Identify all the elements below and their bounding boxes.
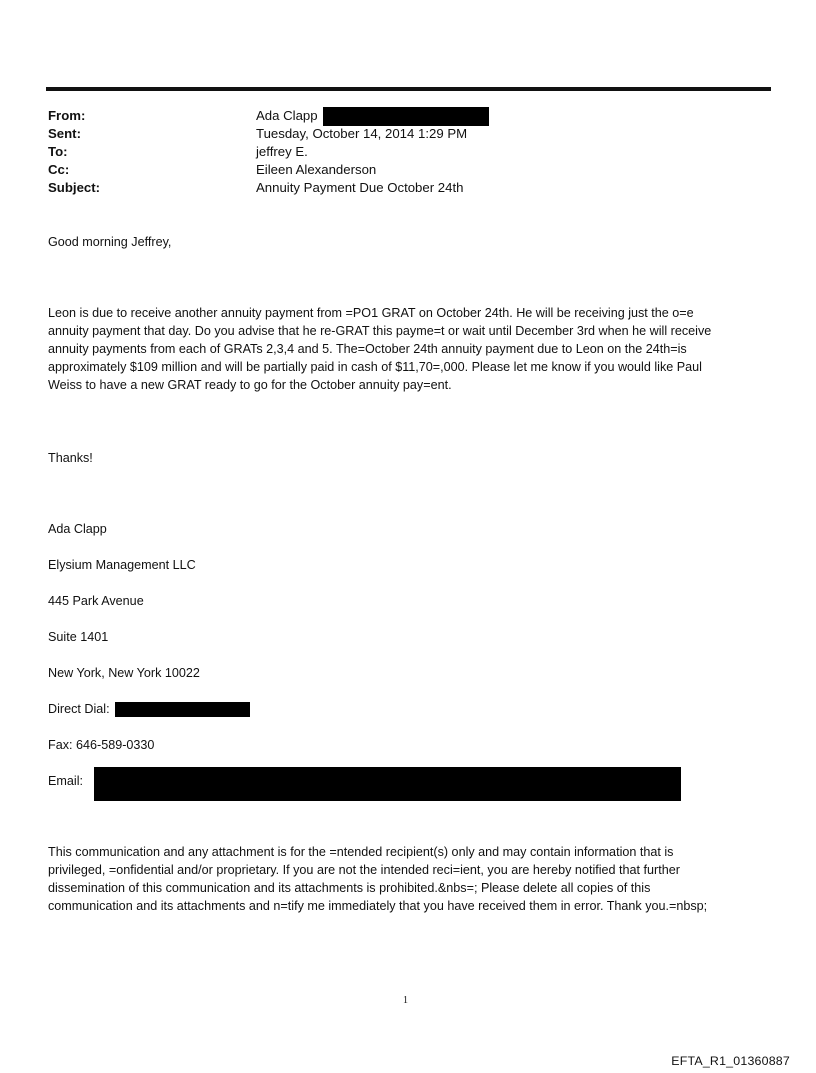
from-value: Ada Clapp [256, 108, 318, 123]
to-label: To: [48, 144, 68, 159]
to-row [48, 143, 748, 161]
thanks [48, 449, 788, 467]
from-value-wrap [256, 107, 489, 126]
signature-name: Ada Clapp [48, 522, 107, 536]
signature-address1: 445 Park Avenue [48, 594, 144, 608]
disclaimer-line: dissemination of this communication and its attachments is prohibited.&nbs=; Please delete all copies of this [48, 881, 651, 895]
email-label: Email: [48, 774, 83, 788]
greeting [48, 233, 788, 251]
sent-row [48, 125, 748, 143]
signature-direct-dial [48, 700, 250, 718]
page-number: 1 [403, 995, 408, 1006]
disclaimer-line: communication and its attachments and n=tify me immediately that you have received them in error. Thank you.=nbsp; [48, 899, 708, 913]
header-rule [46, 87, 771, 91]
signature-email [48, 772, 83, 790]
disclaimer [48, 843, 788, 915]
body-line: annuity payment that day. Do you advise that he re-GRAT this payme=t or wait until December 3rd when he will receive [48, 324, 712, 338]
body-line: annuity payments from each of GRATs 2,3,4 and 5. The=October 24th annuity payment due to Leon on the 24th=is [48, 342, 687, 356]
sent-label: Sent: [48, 126, 81, 141]
redaction-block [94, 767, 681, 801]
signature-address2: Suite 1401 [48, 630, 109, 644]
body-line: Leon is due to receive another annuity payment from =PO1 GRAT on October 24th. He will be receiving just the o=e [48, 306, 694, 320]
sent-value: Tuesday, October 14, 2014 1:29 PM [256, 126, 468, 141]
subject-label: Subject: [48, 180, 101, 195]
from-label: From: [48, 108, 86, 123]
body-line: Weiss to have a new GRAT ready to go for the October annuity pay=ent. [48, 378, 452, 392]
disclaimer-line: privileged, =onfidential and/or proprietary. If you are not the intended reci=ient, you are hereby notified that further [48, 863, 680, 877]
signature-city: New York, New York 10022 [48, 666, 200, 680]
redaction-block [115, 702, 250, 717]
body-line: approximately $109 million and will be partially paid in cash of $11,70=,000. Please let me know if you would like Paul [48, 360, 702, 374]
cc-value: Eileen Alexanderson [256, 162, 377, 177]
greeting-text: Good morning Jeffrey, [48, 235, 172, 249]
body-paragraph [48, 304, 788, 394]
subject-row [48, 179, 748, 197]
bates-number: EFTA_R1_01360887 [671, 1054, 790, 1068]
cc-row [48, 161, 748, 179]
signature-company: Elysium Management LLC [48, 558, 196, 572]
subject-value: Annuity Payment Due October 24th [256, 180, 464, 195]
thanks-text: Thanks! [48, 451, 93, 465]
to-value: jeffrey E. [256, 144, 308, 159]
signature-fax: Fax: 646-589-0330 [48, 738, 155, 752]
from-row [48, 107, 748, 125]
redaction-block [323, 107, 489, 126]
cc-label: Cc: [48, 162, 70, 177]
disclaimer-line: This communication and any attachment is for the =ntended recipient(s) only and may contain information that is [48, 845, 674, 859]
direct-dial-label: Direct Dial: [48, 702, 110, 716]
